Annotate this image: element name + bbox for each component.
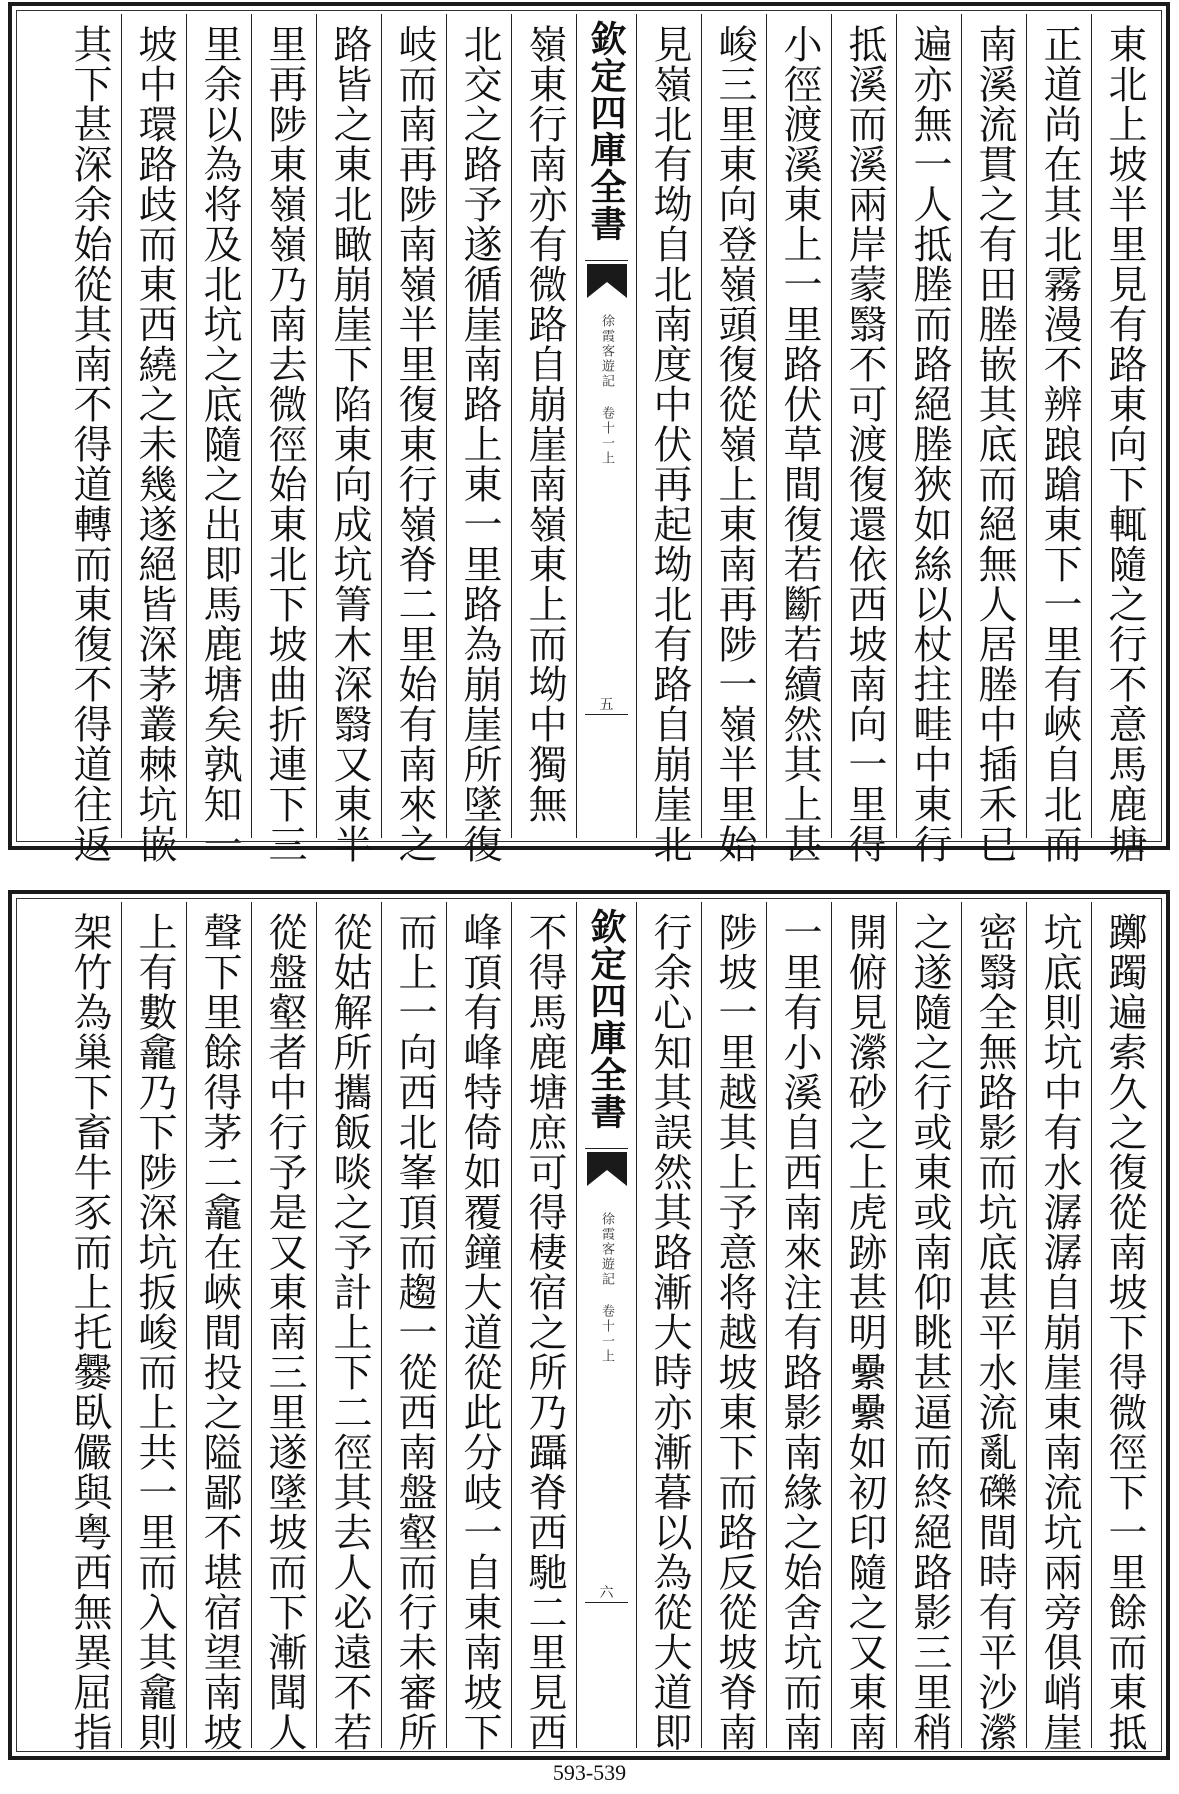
text-column: [701, 902, 766, 1752]
text-column: [1091, 902, 1156, 1752]
column-text: 陟坡一里越其上予意将越坡東下而路反從坡脊南: [712, 912, 757, 1752]
column-text: 嶺東行南亦有微路自崩崖南嶺東上而坳中獨無: [522, 24, 567, 824]
column-text: 東北上坡半里見有路東向下輒隨之行不意馬鹿塘: [1102, 24, 1147, 864]
text-column: [446, 902, 511, 1752]
column-text: 見嶺北有坳自北南度中伏再起坳北有路自崩崖北: [647, 24, 692, 864]
divider: [585, 1602, 628, 1603]
text-column: [251, 902, 316, 1752]
text-column: [511, 14, 576, 838]
text-column: [636, 14, 701, 864]
text-column: [381, 902, 446, 1752]
text-column: [831, 14, 896, 864]
text-column: [316, 902, 381, 1752]
text-column: [896, 14, 961, 864]
text-column: [1091, 14, 1156, 864]
column-text: 開俯見瀠砂之上虎跡甚明纍纍如初印隨之又東南: [842, 912, 887, 1752]
column-text: 小徑渡溪東上一里路伏草間復若斷若續然其上甚: [777, 24, 822, 864]
divider: [585, 714, 628, 715]
text-column: [381, 14, 446, 864]
column-text: 抵溪而溪兩岸蒙翳不可渡復還依西坡南向一里得: [842, 24, 887, 864]
text-column: [316, 14, 381, 864]
column-text: 行余心知其誤然其路漸大時亦漸暮以為從大道即: [647, 912, 692, 1752]
volume-label: 徐霞客遊記 卷十一上: [599, 314, 614, 466]
column-text: 上有數龕乃下陟深坑扳峻而上共一里而入其龕則: [132, 912, 177, 1752]
text-column: [701, 14, 766, 864]
text-column: [251, 14, 316, 864]
text-column: [636, 902, 701, 1752]
column-text: 峻三里東向登嶺頭復從嶺上東南再陟一嶺半里始: [712, 24, 757, 864]
column-text: 其下甚深余始從其南不得道轉而東復不得道往返: [67, 24, 112, 864]
column-text: 一里有小溪自西南來注有路影南緣之始舍坑而南: [777, 912, 822, 1752]
divider: [585, 260, 628, 261]
text-column: [961, 902, 1026, 1752]
column-text: 坑底則坑中有水潺潺自崩崖東南流坑兩旁俱峭崖: [1037, 912, 1082, 1752]
page-number: 五: [599, 697, 614, 713]
book-page-bottom: [8, 890, 1170, 1760]
text-column: [766, 902, 831, 1752]
book-title: 欽定四庫全書: [585, 20, 627, 242]
book-title: 欽定四庫全書: [585, 908, 627, 1130]
text-column: [186, 14, 251, 864]
column-text: 遍亦無一人抵塍而路絕塍狹如絲以杖拄畦中東行: [907, 24, 952, 864]
fish-tail-mark-icon: [587, 1152, 627, 1186]
column-text: 從盤壑者中行予是又東南三里遂墜坡而下漸聞人: [262, 912, 307, 1752]
text-column: [511, 902, 576, 1752]
center-fold: [576, 14, 636, 838]
column-text: 坡中環路歧而東西繞之未幾遂絕皆深茅叢棘坑嵌: [132, 24, 177, 864]
text-columns: [22, 14, 1156, 864]
text-column: [446, 14, 511, 864]
page-number: 六: [599, 1585, 614, 1601]
column-text: 里余以為将及北坑之底隨之出即馬鹿塘矣孰知一: [197, 24, 242, 864]
text-column: [121, 14, 186, 864]
column-text: 不得馬鹿塘庶可得棲宿之所乃躡脊西馳二里見西: [522, 912, 567, 1752]
column-text: 聲下里餘得茅二龕在峽間投之隘鄙不堪宿望南坡: [197, 912, 242, 1752]
text-column: [57, 14, 121, 864]
column-text: 躑躅遍索久之復從南坡下得微徑下一里餘而東抵: [1102, 912, 1147, 1752]
volume-label: 徐霞客遊記 卷十一上: [599, 1212, 614, 1364]
column-text: 架竹為巢下畜牛豕而上托爨臥儼與粤西無異屈指: [67, 912, 112, 1752]
text-column: [121, 902, 186, 1752]
column-text: 正道尚在其北霧漫不辨踉蹌東下一里有峽自北而: [1037, 24, 1082, 864]
column-text: 而上一向西北峯頂而趨一從西南盤壑而行未審所: [392, 912, 437, 1752]
text-columns: [22, 902, 1156, 1752]
text-column: [1026, 14, 1091, 864]
fish-tail-mark-icon: [587, 264, 627, 298]
text-column: [961, 14, 1026, 864]
column-text: 路皆之東北瞰崩崖下陷東向成坑箐木深翳又東半: [327, 24, 372, 864]
catalog-number: 593-539: [552, 1760, 627, 1785]
text-column: [1026, 902, 1091, 1752]
text-column: [186, 902, 251, 1752]
column-text: 里再陟東嶺嶺乃南去微徑始東北下坡曲折連下三: [262, 24, 307, 864]
book-page-top: [8, 2, 1170, 864]
column-text: 南溪流貫之有田塍嵌其底而絕無人居塍中插禾已: [972, 24, 1017, 864]
column-text: 密翳全無路影而坑底甚平水流亂礫間時有平沙瀠: [972, 912, 1017, 1752]
text-column: [766, 14, 831, 864]
text-column: [831, 902, 896, 1752]
column-text: 岐而南再陟南嶺半里復東行嶺脊二里始有南來之: [392, 24, 437, 864]
text-column: [896, 902, 961, 1752]
column-text: 之遂隨之行或東或南仰眺甚逼而終絕路影三里稍: [907, 912, 952, 1752]
center-fold: [576, 902, 636, 1748]
column-text: 從姑解所攜飯啖之予計上下二徑其去人必遠不若: [327, 912, 372, 1752]
column-text: 北交之路予遂循崖南路上東一里路為崩崖所墜復: [457, 24, 502, 864]
column-text: 峰頂有峰特倚如覆鐘大道從此分岐一自東南坡下: [457, 912, 502, 1752]
divider: [585, 1148, 628, 1149]
text-column: [57, 902, 121, 1752]
